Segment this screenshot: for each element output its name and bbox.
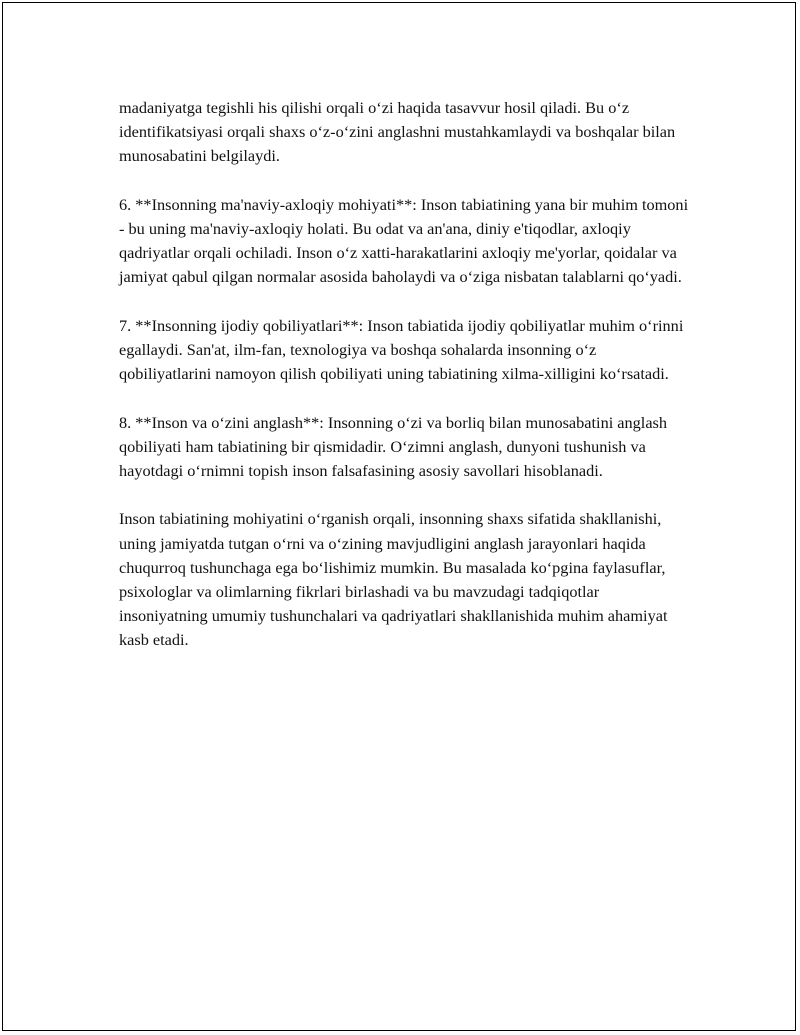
- paragraph-moral-essence: 6. **Insonning ma'naviy-axloqiy mohiyati**: Inson tabiatining yana bir muhim tomoni - bu uning ma'naviy-axloqiy holati. Bu odat va an'ana, diniy e'tiqodlar, axloqiy qadriyatlar orqali ochiladi. Inson o‘z xatti-harakatlarini axloqiy me'yorlar, qoidalar va jamiyat qabul qilgan normalar asosida baholaydi va o‘ziga nisbatan talablarni qo‘yadi.: [119, 194, 689, 287]
- paragraph-creative-abilities: 7. **Insonning ijodiy qobiliyatlari**: Inson tabiatida ijodiy qobiliyatlar muhim o‘rinni egallaydi. San'at, ilm-fan, texnologiya va boshqa sohalarda insonning o‘z qobiliyatlarini namoyon qilish qobiliyati uning tabiatining xilma-xilligini ko‘rsatadi.: [119, 315, 684, 384]
- paragraph-conclusion: Inson tabiatining mohiyatini o‘rganish orqali, insonning shaxs sifatida shakllanishi, uning jamiyatda tutgan o‘rni va o‘zining mavjudligini anglash jarayonlari haqida chuqurroq tushunchaga ega bo‘lishimiz mumkin. Bu masalada ko‘pgina faylasuflar, psixologlar va olimlarning fikrlari birlashadi va bu mavzudagi tadqiqotlar insoniyatning umumiy tushunchalari va qadriyatlari shakllanishida muhim ahamiyat kasb etadi.: [119, 509, 668, 650]
- document-body: [119, 96, 689, 677]
- document-page: [2, 2, 796, 1031]
- paragraph-self-awareness: 8. **Inson va o‘zini anglash**: Insonning o‘zi va borliq bilan munosabatini anglash qobiliyati ham tabiatining bir qismidadir. O‘zimni anglash, dunyoni tushunish va hayotdagi o‘rnimni topish inson falsafasining asosiy savollari hisoblanadi.: [119, 412, 668, 480]
- paragraph-identity-continuation: madaniyatga tegishli his qilishi orqali o‘zi haqida tasavvur hosil qiladi. Bu o‘z identifikatsiyasi orqali shaxs o‘z-o‘zini anglashni mustahkamlaydi va boshqalar bilan munosabatini belgilaydi.: [119, 98, 676, 166]
